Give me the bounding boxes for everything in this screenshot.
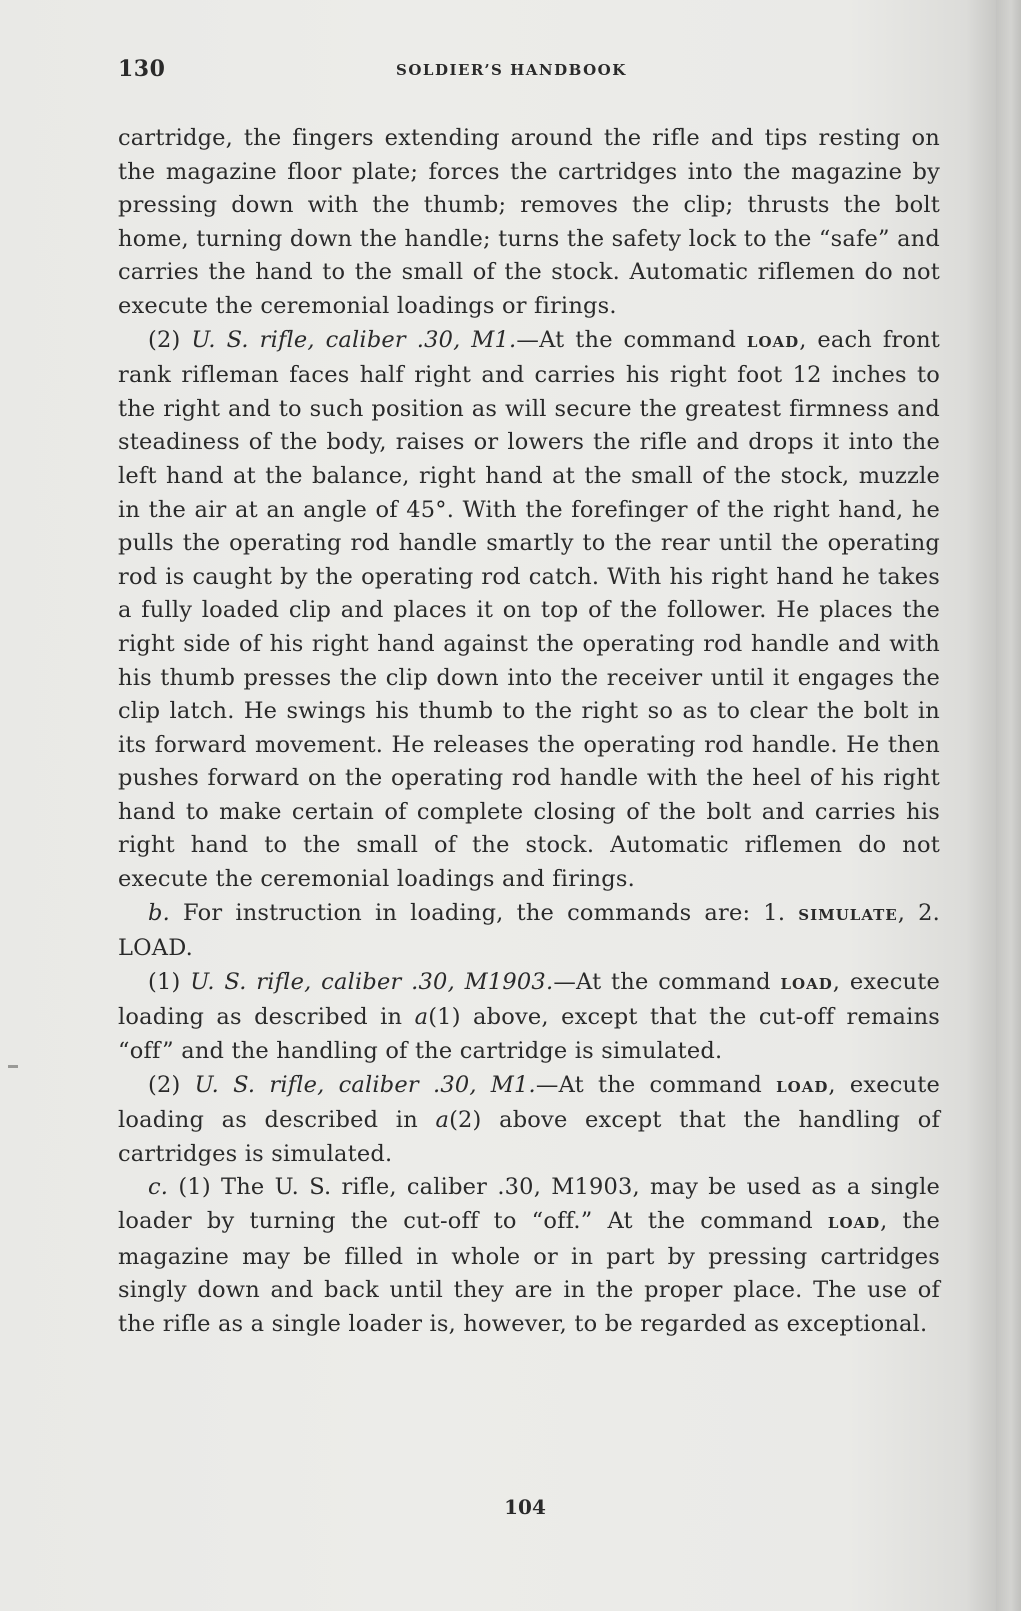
reference-letter: a (414, 1004, 429, 1031)
folio-number: 104 (504, 1495, 546, 1519)
page-gutter (996, 0, 1021, 1611)
section-letter: b. (148, 899, 170, 926)
margin-mark (8, 1065, 18, 1068)
item-number: (2) (148, 1071, 181, 1098)
item-number: (1) (148, 968, 181, 995)
book-title: SOLDIER’S HANDBOOK (396, 61, 627, 79)
paragraph-continuation: cartridge, the fingers extending around the rifle and tips resting on the magazine floor plate; forces the cartridges into the magazine by pressing down with the thumb; removes the clip; thrusts the bolt home, turning down the handle; turns the safety lock to the “safe” and carries the hand to the small of the stock. Automatic riflemen do not execute the ceremonial loadings or firings. (118, 125, 940, 319)
item-title: U. S. rifle, caliber .30, M1. (194, 1071, 536, 1098)
command-load: LOAD (776, 1077, 829, 1096)
paragraph-b-instruction: b. For instruction in loading, the commands are: 1. SIMULATE, 2. LOAD. (118, 899, 941, 962)
item-title: U. S. rifle, caliber .30, M1903. (190, 968, 554, 995)
command-load: LOAD (827, 1214, 881, 1232)
reference-letter: a (435, 1107, 450, 1134)
command-load: LOAD (780, 974, 833, 993)
item-title: U. S. rifle, caliber .30, M1. (191, 326, 517, 353)
page-number: 130 (118, 56, 166, 82)
paragraph-a2-m1: (2) U. S. rifle, caliber .30, M1.—At the command LOAD, each front rank rifleman faces half right and carries his right foot 12 inches to the right and to such position as will secure the greatest firmness and steadiness of the body, raises or lowers the rifle and drops it into the left hand at the balance, right hand at the small of the stock, muzzle in the air at an angle of 45°. With the forefinger of the right hand, he pulls the operating rod handle smartly to the rear until the operating rod is caught by the operating rod catch. With his right hand he takes a fully loaded clip and places it on top of the follower. He places the right side of his right hand against the operating rod handle and with his thumb presses the clip down into the receiver until it engages the clip latch. He swings his thumb to the right so as to clear the bolt in its forward movement. He releases the operating rod handle. He then pushes forward on the operating rod handle with the heel of his right hand to make certain of complete closing of the bolt and carries his right hand to the small of the stock. Automatic riflemen do not execute the ceremonial loadings and firings. (118, 326, 941, 893)
paragraph-b2-m1: (2) U. S. rifle, caliber .30, M1.—At the command LOAD, execute loading as described in a(2) above except that the handling of cartridges is simulated. (118, 1071, 940, 1167)
command-load-upper: LOAD. (118, 935, 194, 962)
paragraph-b1-m1903: (1) U. S. rifle, caliber .30, M1903.—At the command LOAD, execute loading as described in a(1) above, except that the cut-off remains “off” and the handling of the cartridge is simulated. (118, 968, 941, 1065)
paragraph-c-single-loader: c. (1) The U. S. rifle, caliber .30, M1903, may be used as a single loader by turning the cut-off to “off.” At the command LOAD, the magazine may be filled in whole or in part by pressing cartridges singly down and back until they are in the proper place. The use of the rifle as a single loader is, however, to be regarded as exceptional. (118, 1174, 941, 1337)
command-load: LOAD (746, 332, 800, 351)
item-number: (2) (148, 326, 181, 353)
body-text (118, 122, 940, 1341)
section-letter: c. (148, 1174, 169, 1201)
running-head (118, 56, 940, 90)
command-simulate: SIMULATE (798, 905, 898, 924)
